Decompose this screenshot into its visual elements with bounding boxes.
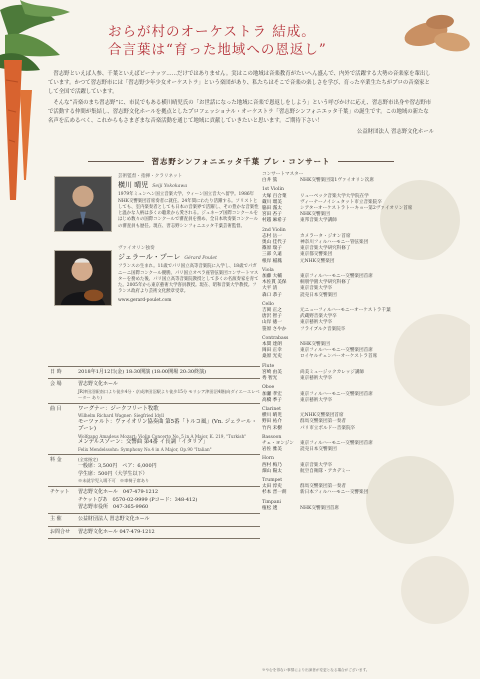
performer-name-roman: Seiji Yokokawa [152,184,188,190]
headline-line1: おらが村のオーケストラ 結成。 [108,24,316,40]
price-row [48,454,260,486]
program-item: メンデルスゾーン：交響曲 第4番 イ長調「イタリア」 [78,439,209,446]
performer-name-jp: ジェラール・プーレ [118,253,181,262]
price-note: (全席指定) [78,457,99,463]
member-name: 竹内 未樹 [262,425,282,431]
price-small-print: ※未就学児入場不可 ※車椅子席あり [78,478,150,484]
member-name: 根岸 稲鳳 [262,258,282,264]
venue-row [48,378,260,402]
member-name: 村越 麻希子 [262,218,287,224]
orchestra-section-heading: Trumpet [262,477,283,483]
ticket-outlet: 習志野市役所 047-365-9960 [78,504,149,511]
intro-paragraph: 習志野といえば人参、千葉といえばピーナッツ……だけではありません。実はこの地域は音楽教育がたいへん盛んで、内外で活躍する大勢の音楽家を輩出しています。かつて習志野市には「習志野少年少女オーケストラ」という楽団があり、私たちはそこで音楽の楽しさを学び、育った卒業生たちがプロの音楽家として全国で活躍しています。 [48,71,431,95]
member-affiliation: 東京フィルハーモニー交響楽団首席 [300,391,373,397]
price-student: 学生席：500円（大学生以下） [78,470,148,477]
member-affiliation: 東京音楽大学卒 [300,462,333,468]
contact-label: お問合せ [50,528,71,535]
orchestra-member [262,354,422,360]
member-affiliation: 群馬交響楽団第一奏者 [300,419,346,425]
member-affiliation: 元ニューフィルハーモニーオーケストラ千葉 [300,308,391,314]
footnote: ※やむを得ない事情により出演者が変更となる場合がございます。 [262,668,370,672]
member-name: 岡田 正幸 [262,348,282,354]
member-name: 吉岡 正之 [262,308,282,314]
intro-paragraph: そんな“音楽のまち習志野”に、市民でもある横川晴児氏の「お世話になった地域に音楽で恩返しをしよう」という呼びかけに応え、習志野市出身や習志野市で活動する仲間が集結し、習志野文化ホールを拠点としたプロフェッショナル・オーケストラ「習志野シンフォニエッタ千葉」の誕生です。この地域の新たな名声を広めるべく、これからもさまざまな音楽活動を通じて地域に貢献していきたいと思います。ご期待下さい！ [48,100,432,124]
orchestra-member [262,376,422,382]
member-affiliation: NHK交響楽団 [300,212,330,218]
member-affiliation: 尚美ミュージックカレッジ講師 [300,369,365,375]
performer-name-jp: 横川 晴児 [118,181,149,190]
member-name: 三部 久遠 [262,252,282,258]
contact-value: 習志野文化ホール 047-479-1212 [78,528,155,535]
program-item-en: Wolfgang Amadeus Mozart: Violin Concerto No. 5 in A Major, K. 219, "Turkish" [78,434,247,439]
performer-info [118,246,260,304]
price-value [78,455,260,486]
venue-label: 会 場 [50,381,62,388]
organizer-row [48,513,260,525]
member-affiliation: 東京藝術大学卒 [300,397,333,403]
member-name: 太田 淳史 [262,484,282,490]
date-label: 日 時 [50,369,62,375]
program-label: 曲 目 [50,405,62,412]
intro-text [48,70,434,137]
venue-name: 習志野文化ホール [78,381,118,388]
orchestra-section-heading: Cello [262,301,274,307]
member-name: 大平 清 [262,286,278,292]
performer-role: ヴァイオリン独奏 [118,246,155,251]
member-affiliation: 神奈川フィルハーモニー管弦楽団 [300,240,369,246]
member-affiliation: リューベック音楽大学大学院在学 [300,193,369,199]
orchestra-member [262,178,422,184]
program-item: ワーグナー：ジークフリート牧歌 [78,405,159,412]
peanuts-illustration [400,8,474,62]
venue-value [78,379,260,402]
member-name: 加藤 大輔 [262,274,282,280]
orchestra-section-heading: 2nd Violin [262,227,286,233]
member-name: 篠原 瑞子 [262,246,282,252]
member-name: 岩佐 雅美 [262,447,282,453]
ticket-row [48,486,260,513]
orchestra-section-heading: Timpani [262,499,281,505]
concert-title [48,156,434,167]
orchestra-section-heading: 1st Violin [262,187,284,193]
title-rule-right [338,161,394,162]
member-name: 蔵川 瑠美 [262,199,282,205]
orchestra-member [262,259,422,265]
member-name: チェ・ヨンジン [262,440,294,446]
member-name: 奥山 佳代子 [262,240,287,246]
member-affiliation: NHK交響楽団 [300,342,330,348]
member-affiliation: 東京フィルハーモニー交響楽団首席 [300,440,373,446]
organizer-label: 主 催 [50,516,62,523]
date-row [48,366,260,378]
member-name: 杉本 晋一朗 [262,490,287,496]
member-affiliation: 東京音楽大学研究科修了 [300,246,351,252]
orchestra-roster [262,172,422,512]
member-affiliation: ヴィーナーノイシュタット市立音楽院卒 [300,199,382,205]
member-name: 大塚 百合菜 [262,193,287,199]
performer-info [118,174,260,230]
program-item-en: Wilhelm Richard Wagner: Siegfried Idyll [78,413,164,419]
title-rule-left [88,161,144,162]
member-affiliation: 東京藝術大学卒 [300,376,333,382]
orchestra-section-heading: Bassoon [262,434,282,440]
performer-card [48,244,260,362]
performer-card [48,172,260,244]
orchestra-section-heading: Flute [262,363,275,369]
performer-bio: フランスの生まれ。11歳でパリ国立高等音楽院に入学し、18歳でパガニーニ国際コンクール優勝。パリ国立オペラ座管弦楽団コンサートマスターを務めた後、パリ国立高等音楽院教授として多くの名演奏家を育てた。2005年から東京藝術大学客員教授。現在、昭和音楽大学教授。フランス政府より芸術文化勲章受章。 [118,264,259,295]
member-affiliation: 元NHK交響楽団首席 [300,413,344,419]
ticket-outlet: チケットぴあ 0570-02-9999 (Pコード：348-412) [78,496,198,503]
venue-address: JR津田沼駅南口より徒歩4分・京成津田沼駅より徒歩15分 モリシア津田沼4階(向ダイエーエレベーター あり) [78,388,260,400]
orchestra-member [262,218,422,224]
member-name: 加瀬 孝宏 [262,391,282,397]
member-affiliation: 新日本フィルハーモニー交響楽団 [300,490,369,496]
member-affiliation: 読売日本交響楽団 [300,292,337,298]
member-affiliation: 武蔵野音楽大学卒 [300,314,337,320]
member-affiliation: 東京フィルハーモニー交響楽団首席 [300,348,373,354]
orchestra-member [262,327,422,333]
concert-title-text: 習志野シンフォニエッタ千葉 プレ・コンサート [151,157,331,166]
member-name: 山岸 徳一 [262,320,282,326]
ticket-label: チケット [50,489,70,496]
member-name: 野田 祐介 [262,419,282,425]
performer-name-roman: Gérard Poulet [184,256,217,262]
member-name: 桑原 光史 [262,354,282,360]
orchestra-section-heading: Oboe [262,385,275,391]
member-name: 笹原 さやか [262,326,287,332]
member-name: 志村 岳一 [262,233,282,239]
program-item-en: Felix Mendelssohn: Symphony No.4 in A Major, Op.90 "Italian" [78,447,212,452]
price-label: 料 金 [50,457,62,464]
orchestra-section-heading: Horn [262,456,274,462]
member-name: 植松 透 [262,505,278,511]
performer-name [118,252,260,264]
program-list [78,404,260,455]
member-name: 畑山 陽太 [262,468,282,474]
orchestra-section-heading: Viola [262,267,274,273]
member-affiliation: フライブルク音楽院卒 [300,326,346,332]
performer-bio: 1979年ミュンヘン国立音楽大学、ウィーン国立音大へ留学。1986年NHK交響楽団首席奏者に就任。24年間にわたり活躍する。ソリストとしても、室内楽奏者としても日本の音楽界で活躍し、その豊かな音楽性と温かな人柄は多くの聴衆から愛される。ジュネーブ国際コンクールをはじめ数々の国際コンクールで審査員を務め、全日本吹奏楽コンクールの審査員も歴任。現在、習志野シンフォニエッタ千葉芸術監督。 [118,192,259,229]
member-affiliation: NHK交響楽団第1ヴァイオリン次席 [300,178,374,184]
member-affiliation: 桐朋学園大学研究科修了 [300,280,351,286]
member-name: 本間 達朗 [262,342,282,348]
member-name: 宮崎 由美 [262,369,282,375]
performer-name [118,180,260,192]
orchestra-member [262,447,422,453]
member-name: 宮田 杏子 [262,212,282,218]
member-name: 脇田 霧太 [262,206,282,212]
event-details [48,366,260,539]
ticket-outlet: 習志野文化ホール 047-479-1212 [78,489,159,496]
member-name: 木佐貫 美保 [262,280,287,286]
member-affiliation: 東京音楽大学卒 [300,286,333,292]
organizer-value: 公益財団法人 習志野文化ホール [78,516,150,523]
member-name: 秀 智光 [262,376,278,382]
orchestra-member [262,293,422,299]
orchestra-member [262,398,422,404]
member-affiliation: 東京都交響楽団 [300,252,333,258]
member-affiliation: カメラータ・ジオン首席 [300,233,351,239]
member-affiliation: 東京フィルハーモニー交響楽団首席 [300,274,373,280]
member-affiliation: パリ市立ボルドー音楽院卒 [300,425,356,431]
member-affiliation: 航空自衛隊・アカデミー [300,468,351,474]
member-name: 森口 恭子 [262,292,282,298]
member-affiliation: NHK交響楽団首席 [300,505,340,511]
orchestra-member [262,469,422,475]
orchestra-section-heading: コンサートマスター [262,172,304,177]
date-value: 2018年1月12日(金) 18:30開演 (18:00開場 20:30終演) [78,369,207,375]
orchestra-section-heading: Contrabass [262,335,289,341]
carrot-illustration [0,60,36,200]
conductor-photo [54,176,112,232]
orchestra-member [262,490,422,496]
intro-signature: 公益財団法人 習志野文化ホール [356,129,434,135]
performer-role: 芸術監督・指揮・クラリネット [118,174,183,179]
headline-line2: 合言葉は“育った地域への恩返し” [108,42,327,58]
member-affiliation: シアターオーケストラトーキョー第2ヴァイオリン首席 [300,206,413,212]
member-affiliation: 東邦音楽大学講師 [300,218,337,224]
member-affiliation: ロイヤルチェンバーオーケストラ首席 [300,354,378,360]
member-affiliation: 東京藝術大学卒 [300,320,333,326]
program-item: モーツァルト：ヴァイオリン協奏曲 第5番「トルコ風」(Vn. ジェラール・プーレ) [78,418,257,433]
orchestra-section-heading: Clarinet [262,406,281,412]
orchestra-member [262,426,422,432]
price-general: 一般席：3,500円 ペア：6,000円 [78,463,157,470]
member-name: 横川 晴児 [262,413,282,419]
member-name: 白井 篤 [262,178,278,184]
member-affiliation: 読売日本交響楽団 [300,447,337,453]
performers-section [48,172,260,362]
orchestra-member [262,506,422,512]
violinist-photo [54,250,112,306]
member-affiliation: 元NHK交響楽団 [300,258,335,264]
member-name: 高橋 季子 [262,397,282,403]
member-name: 唐沢 智子 [262,314,282,320]
program-row [48,403,260,455]
contact-row [48,526,260,539]
ticket-list [78,487,260,513]
member-affiliation: 群馬交響楽団第一奏者 [300,484,346,490]
performer-url[interactable]: www.gerard-poulet.com [118,297,172,303]
member-name: 西村 梅乃 [262,462,282,468]
